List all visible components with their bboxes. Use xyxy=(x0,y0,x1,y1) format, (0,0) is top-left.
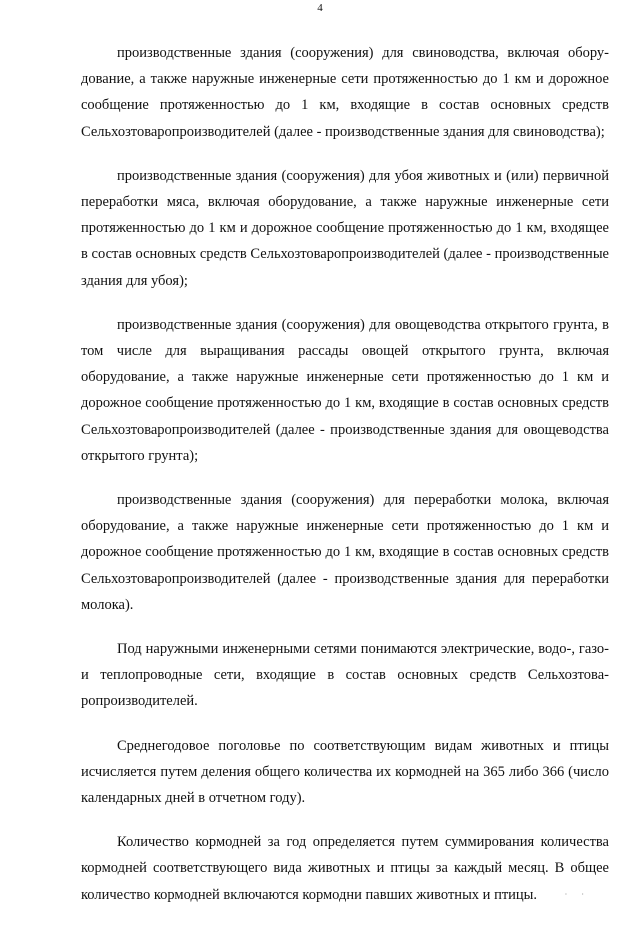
paragraph-engineering-networks: Под наружными инженерными сетями понимаются электрические, водо-, газо- и теплопроводные сети, входящие в состав основных средств Сельхозтоваропроизводителей. xyxy=(81,641,609,710)
paragraph-feed-days: Количество кормодней за год определяется путем суммирования количества кормодней соответствующего вида животных и птицы за каждый месяц. В общее количество кормодней включаются кормодни павших животных и птицы. xyxy=(81,834,609,903)
paragraph-pig-farming-buildings: производственные здания (сооружения) для свиноводства, включая оборудование, а также наружные инженерные сети протяженностью до 1 км и дорожное сообщение протяженностью до 1 км, входящие в состав основных средств Сельхозтоваропроизводителей (далее - производственные здания для свиноводства); xyxy=(81,45,609,140)
paragraph-average-livestock: Среднегодовое поголовье по соответствующим видам животных и птицы исчисляется путем деления общего количества их кормодней на 365 либо 366 (число календарных дней в отчетном году). xyxy=(81,737,609,807)
paragraph-slaughter-buildings: производственные здания (сооружения) для убоя животных и (или) первичной переработки мяса, включая оборудование, а также наружные инженерные сети протяженностью до 1 км и дорожное сообщение протяженностью до 1 км, входящее в состав основных средств Сельхозтоваропроизводителей (далее - производственные здания для убоя); xyxy=(81,167,609,289)
paragraph-milk-processing-buildings: производственные здания (сооружения) для переработки молока, включая оборудование, а также наружные инженерные сети протяженностью до 1 км и дорожное сообщение протяженностью до 1 км, входящие в состав основных средств Сельхозтоваропроизводителей (далее - производственные здания для переработки молока). xyxy=(81,492,609,613)
paragraph-vegetable-buildings: производственные здания (сооружения) для овощеводства открытого грунта, в том числе для выращивания рассады овощей открытого грунта, включая оборудование, а также наружные инженерные сети протяженностью до 1 км и дорожное сообщение протяженностью до 1 км, входящие в состав основных средств Сельхозтоваропроизводителей (далее - производственные здания для овощеводства открытого грунта); xyxy=(81,316,609,464)
document-body xyxy=(81,40,609,926)
page-number: 4 xyxy=(317,2,323,14)
scan-mark: · · xyxy=(564,890,590,899)
